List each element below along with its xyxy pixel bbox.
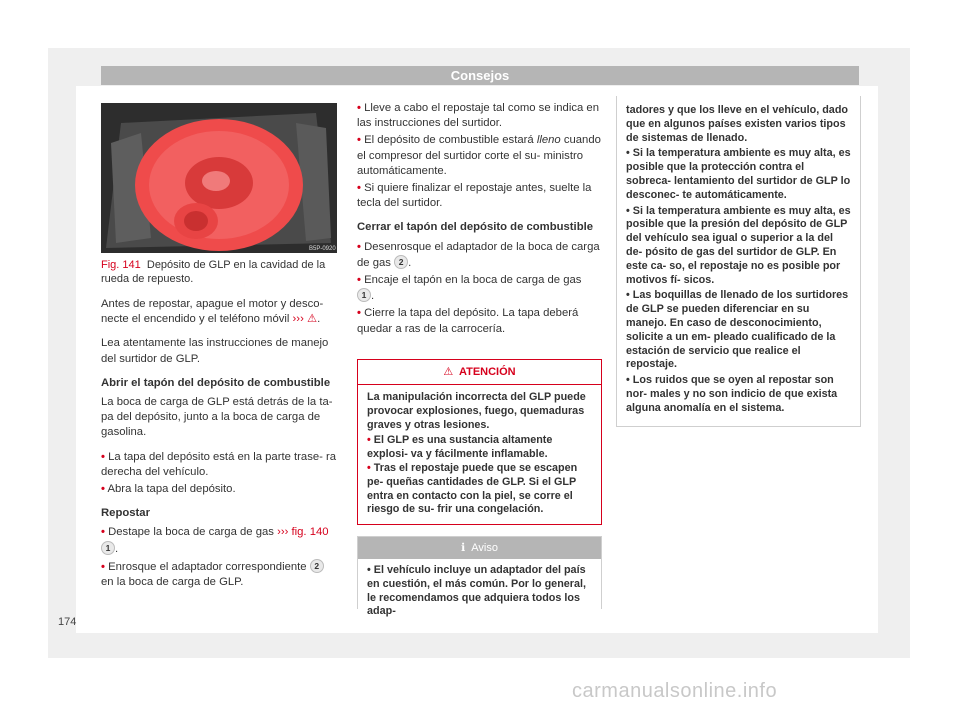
figure-caption xyxy=(101,258,341,286)
lpg-tank-illustration xyxy=(101,103,337,253)
warning-triangle-icon: ⚠ xyxy=(306,313,318,326)
list-item: • Abra la tapa del depósito. xyxy=(101,483,236,496)
section-header: Consejos xyxy=(101,66,859,85)
list-item: • Si la temperatura ambiente es muy alta, es posible que la presión del depósito de GLP del vehículo sea igual o superior a la del de- pósito de gas del surtidor de GLP. En este ca- so, el repostaje no es posible por motivos fí- sicos. xyxy=(626,204,851,286)
warning-lead: La manipulación incorrecta del GLP puede provocar explosiones, fuego, quemaduras graves y otras lesiones. xyxy=(367,391,586,431)
list-item: • Desenrosque el adaptador de la boca de carga de gas 2 . xyxy=(357,240,600,269)
figure-label: Fig. 141 xyxy=(101,259,141,271)
list-item: • El vehículo incluye un adaptador del país en cuestión, el más común. Por lo general, le recomendamos que adquiera todos los adap- xyxy=(367,564,586,618)
figure-image xyxy=(101,103,337,253)
heading-abrir: Abrir el tapón del depósito de combustible xyxy=(101,376,331,389)
list-item: • Si quiere finalizar el repostaje antes, suelte la tecla del surtidor. xyxy=(357,182,592,210)
note-header: ℹ Aviso xyxy=(358,537,601,559)
list-item: • El GLP es una sustancia altamente explosi- va y fácilmente inflamable. xyxy=(367,434,553,461)
heading-cerrar: Cerrar el tapón del depósito de combustible xyxy=(357,221,594,234)
page-number: 174 xyxy=(58,616,77,628)
note-box xyxy=(357,536,602,618)
callout-number: 1 xyxy=(101,541,115,555)
column-left-text: Antes de repostar, apague el motor y desco- necte el encendido y el teléfono móvil ››› ⚠. Lea atentamente las instrucciones de manejo del surtidor de GLP. Abrir el tapón del depósito de combustible La boca de carga de GLP está detrás de la ta- pa del depósito, junto a la boca de carga de gasolina. • La tapa del depósito está en la parte trase- ra derecha del vehículo. • Abra la tapa del depósito. Repostar • Destape la boca de carga de gas ››› fig. 140 1 . • Enrosque el adaptador correspondiente 2 en la boca de carga de GLP. xyxy=(101,297,341,592)
list-item: • Enrosque el adaptador correspondiente 2 en la boca de carga de GLP. xyxy=(101,559,341,590)
list-item: • Cierre la tapa del depósito. La tapa deberá quedar a ras de la carrocería. xyxy=(357,307,579,335)
list-item: • Lleve a cabo el repostaje tal como se indica en las instrucciones del surtidor. xyxy=(357,102,599,130)
list-item: • Destape la boca de carga de gas ››› fig. 140 1 . xyxy=(101,526,329,555)
list-item: • Los ruidos que se oyen al repostar son nor- males y no son indicio de que exista alguna anomalía en el sistema. xyxy=(626,374,838,414)
figure-caption-text: Depósito de GLP en la cavidad de la rueda de repuesto. xyxy=(101,259,326,285)
heading-repostar: Repostar xyxy=(101,507,150,520)
warning-box xyxy=(357,359,602,525)
ref-arrow[interactable]: ››› xyxy=(292,313,304,326)
column-middle-text xyxy=(357,101,602,339)
list-item: • El depósito de combustible estará lleno cuando el compresor del surtidor corte el su- ministro automáticamente. xyxy=(357,134,601,177)
warning-triangle-icon: ⚠ xyxy=(443,366,454,378)
warning-header: ⚠ ATENCIÓN xyxy=(358,360,601,385)
list-item: • Tras el repostaje puede que se escapen pe- queñas cantidades de GLP. Si el GLP entra en contacto con la piel, se corre el riesgo de su- frir una congelación. xyxy=(367,461,578,516)
callout-number: 1 xyxy=(357,288,371,302)
watermark: carmanualsonline.info xyxy=(572,680,778,702)
callout-number: 2 xyxy=(394,255,408,269)
list-item: • Encaje el tapón en la boca de carga de gas 1 . xyxy=(357,274,582,303)
note-continuation: tadores y que los lleve en el vehículo, dado que en algunos países existen varios tipos de sistemas de llenado. xyxy=(626,104,849,144)
intro-text-2: Lea atentamente las instrucciones de manejo del surtidor de GLP. xyxy=(101,337,329,365)
list-item: • La tapa del depósito está en la parte trase- ra derecha del vehículo. xyxy=(101,450,337,478)
list-item: • Si la temperatura ambiente es muy alta, es posible que la protección contra el sobreca- lentamiento del surtidor de GLP lo desconec- te automáticamente. xyxy=(626,147,851,201)
intro-text: Antes de repostar, apague el motor y desco- necte el encendido y el teléfono móvil xyxy=(101,298,324,326)
note-box-continued xyxy=(616,96,861,427)
fig-reference-link[interactable]: ››› fig. 140 xyxy=(277,526,329,539)
callout-number: 2 xyxy=(310,559,324,573)
info-icon: ℹ xyxy=(460,542,466,554)
list-item: • Las boquillas de llenado de los surtidores de GLP se pueden diferenciar en su manejo. En caso de desconocimiento, solicite a un em- pleado cualificado de la estación de servicio que realice el repostaje. xyxy=(626,289,849,371)
figure-code: B5P-0920 xyxy=(309,246,336,252)
abrir-text: La boca de carga de GLP está detrás de la ta- pa del depósito, junto a la boca de carga de gasolina. xyxy=(101,396,333,439)
